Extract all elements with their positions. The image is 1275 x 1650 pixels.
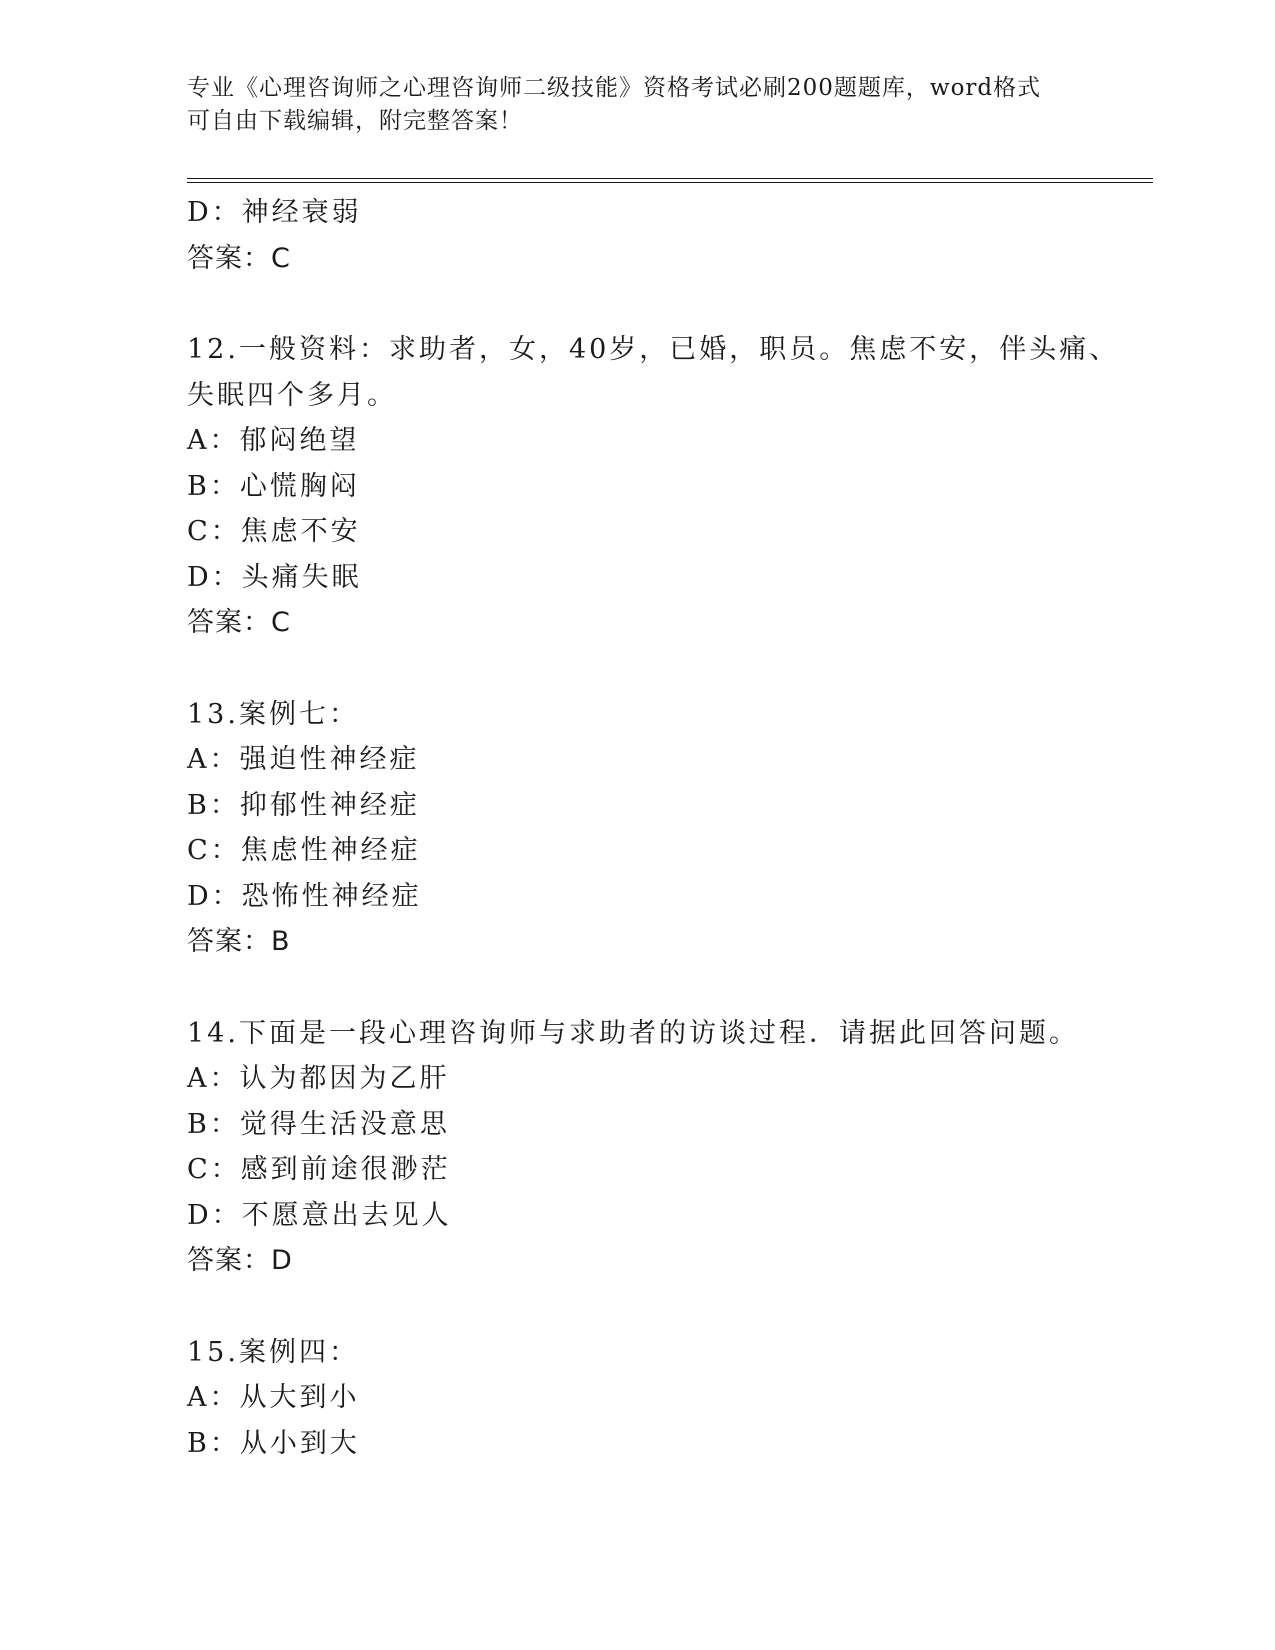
- option-a: A：郁闷绝望: [187, 425, 360, 456]
- question-stem: 15.案例四：: [187, 1336, 359, 1368]
- answer-line: 答案：B: [187, 926, 291, 957]
- option-d: D：不愿意出去见人: [187, 1199, 452, 1231]
- question-stem: 12.一般资料：求助者，女，40岁，已婚，职员。焦虑不安，伴头痛、: [187, 334, 1120, 365]
- question-15: [187, 1330, 1087, 1467]
- option-c: C：感到前途很渺茫: [187, 1154, 451, 1185]
- question-list: [187, 190, 1120, 1466]
- question-13: [187, 692, 1087, 965]
- option-d: D：头痛失眠: [187, 561, 362, 593]
- option-d: D：神经衰弱: [187, 197, 362, 228]
- answer-line: 答案：C: [187, 607, 291, 638]
- header-line-2: 可自由下载编辑，附完整答案！: [187, 108, 523, 134]
- header-line-1: 专业《心理咨询师之心理咨询师二级技能》资格考试必刷200题题库，word格式: [187, 75, 1042, 101]
- option-a: A：强迫性神经症: [187, 744, 420, 775]
- spacer: [187, 646, 1087, 692]
- question-12: [187, 327, 1120, 646]
- option-a: A：从大到小: [187, 1382, 360, 1413]
- spacer: [187, 1284, 1087, 1330]
- question-stem-continued: 失眠四个多月。: [187, 379, 397, 411]
- question-stem: 13.案例七：: [187, 698, 359, 730]
- spacer: [187, 965, 1087, 1011]
- option-c: C：焦虑不安: [187, 516, 361, 547]
- question-11: [187, 190, 1087, 281]
- option-c: C：焦虑性神经症: [187, 835, 421, 866]
- option-d: D：恐怖性神经症: [187, 880, 422, 912]
- option-b: B：心慌胸闷: [187, 470, 360, 502]
- question-stem: 14.下面是一段心理咨询师与求助者的访谈过程．请据此回答问题。: [187, 1017, 1079, 1049]
- spacer: [187, 281, 1087, 327]
- option-b: B：抑郁性神经症: [187, 789, 420, 821]
- option-b: B：觉得生活没意思: [187, 1108, 450, 1140]
- document-header: [187, 72, 1087, 138]
- header-divider: [187, 178, 1153, 183]
- question-14: [187, 1011, 1087, 1284]
- answer-line: 答案：D: [187, 1245, 293, 1276]
- answer-line: 答案：C: [187, 242, 291, 274]
- option-a: A：认为都因为乙肝: [187, 1063, 450, 1094]
- option-b: B：从小到大: [187, 1427, 360, 1459]
